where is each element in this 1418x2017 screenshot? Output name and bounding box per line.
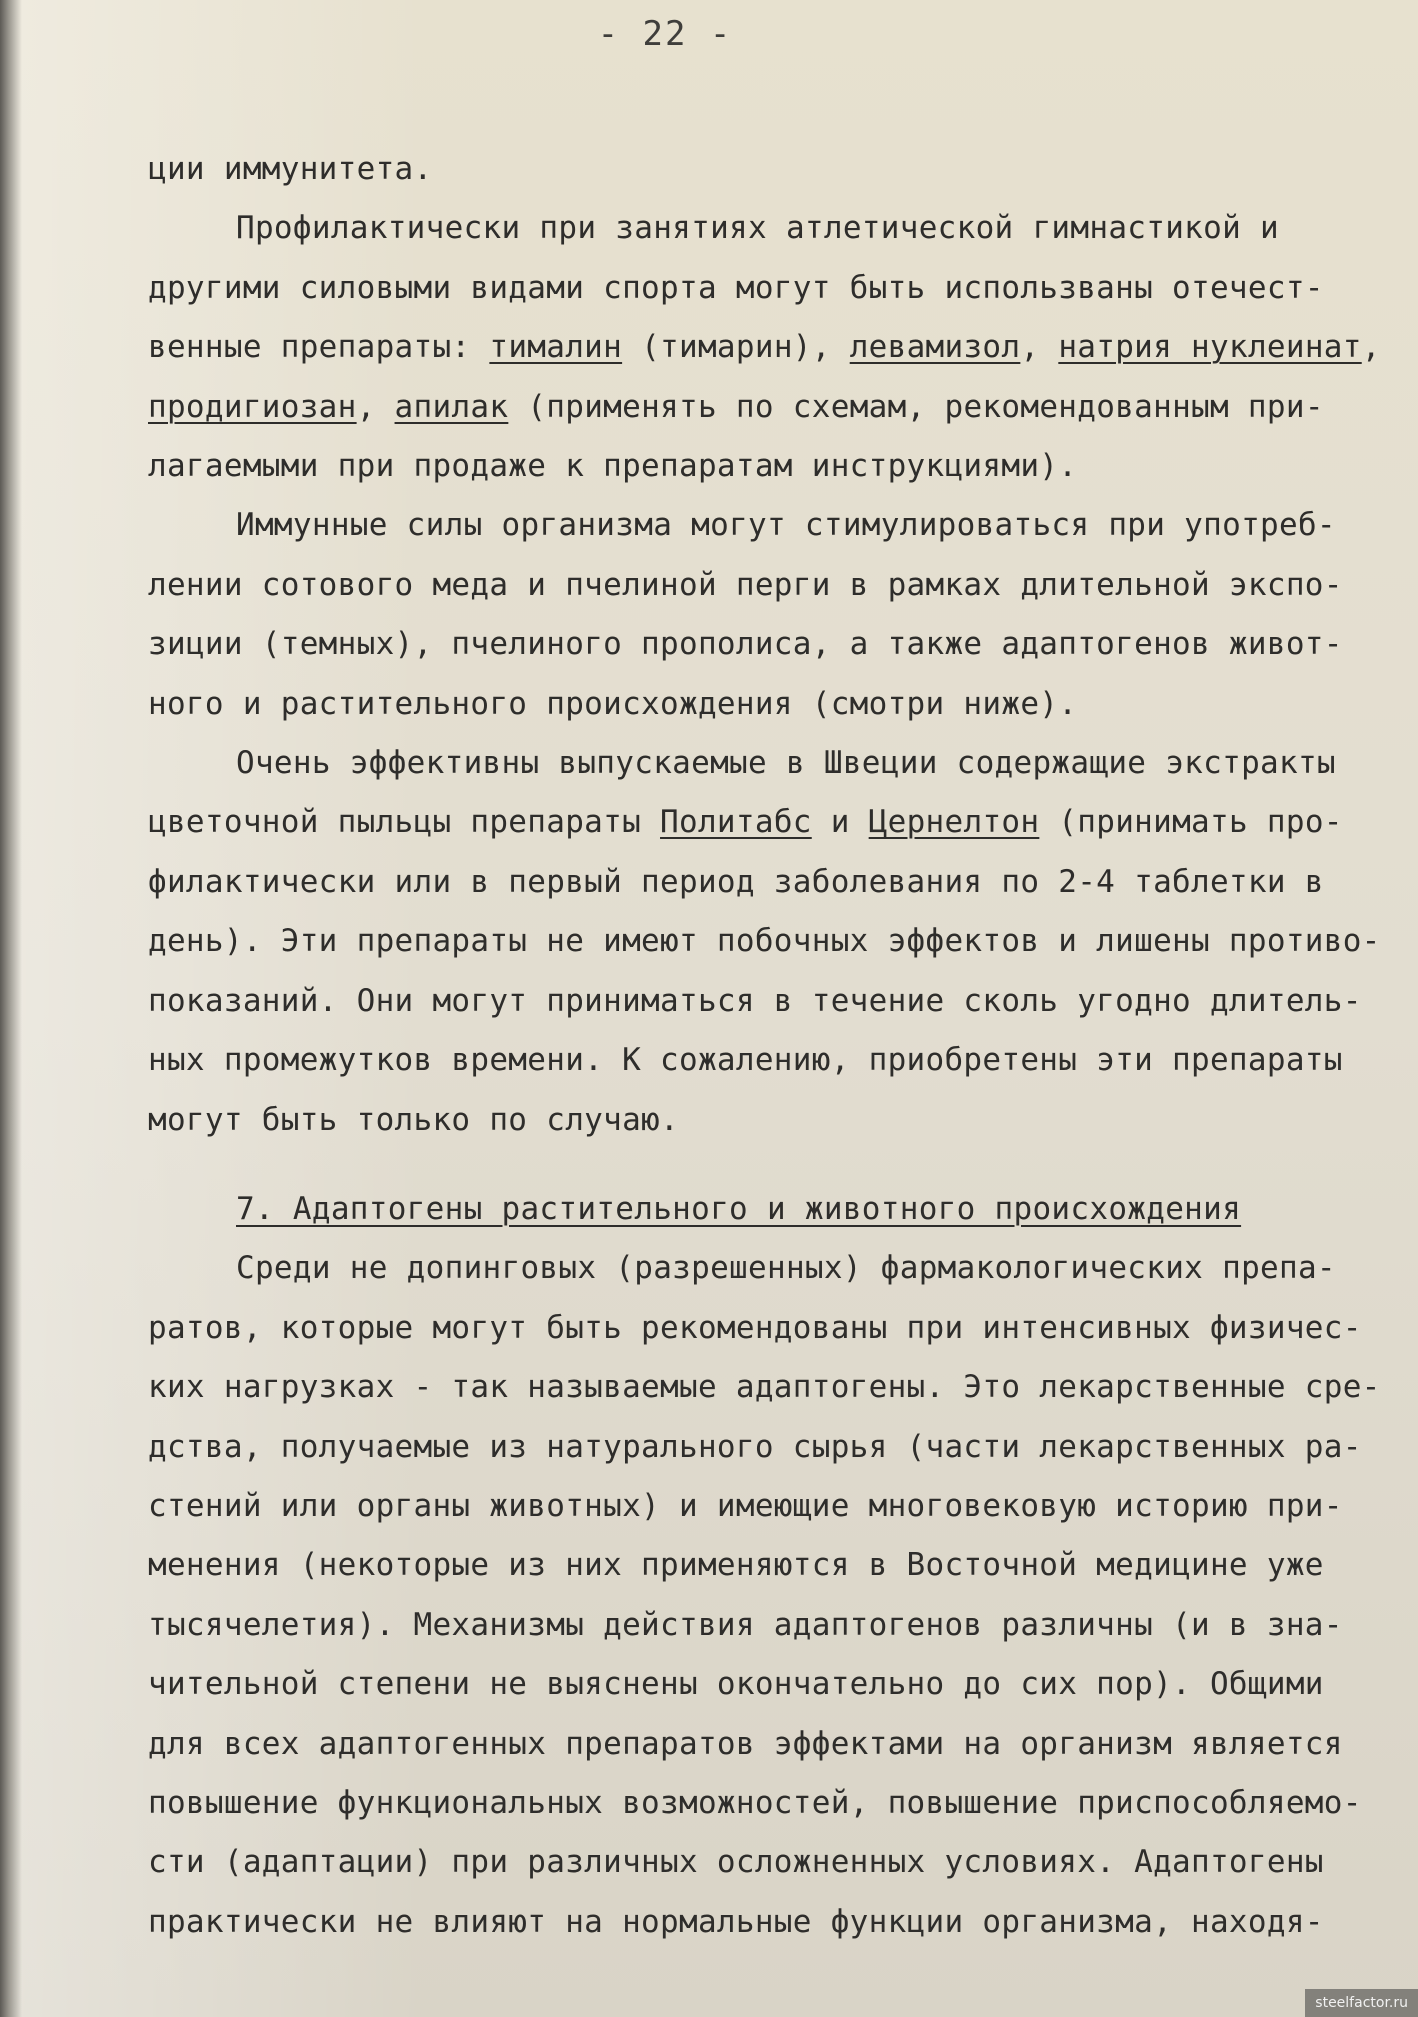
text-span: , xyxy=(1361,329,1381,366)
drug-name-prodigiozan: продигиозан xyxy=(148,388,357,425)
text-span: , xyxy=(1020,329,1059,366)
text-line xyxy=(148,793,1343,852)
text-line: менения (некоторые из них применяются в Восточной медицине уже xyxy=(148,1547,1324,1584)
text-line: повышение функциональных возможностей, повышение приспособляемо- xyxy=(148,1784,1362,1821)
text-line: Очень эффективны выпускаемые в Швеции содержащие экстракты xyxy=(236,745,1336,782)
text-span: цветочной пыльцы препараты xyxy=(148,804,661,841)
text-line: ных промежутков времени. К сожалению, приобретены эти препараты xyxy=(148,1042,1343,1079)
section-gap xyxy=(148,1150,1333,1180)
text-span: венные препараты: xyxy=(148,329,490,366)
drug-name-cerneltone: Цернелтон xyxy=(868,804,1040,841)
text-line: лагаемыми при продаже к препаратам инструкциями). xyxy=(148,448,1078,485)
drug-name-timalin: тималин xyxy=(489,329,623,366)
text-line: зиции (темных), пчелиного прополиса, а также адаптогенов живот- xyxy=(148,626,1343,663)
text-line: для всех адаптогенных препаратов эффектами на организм является xyxy=(148,1725,1343,1762)
text-line: практически не влияют на нормальные функции организма, находя- xyxy=(148,1903,1324,1940)
text-line: Иммунные силы организма могут стимулироваться при употреб- xyxy=(236,507,1336,544)
text-line: Среди не допинговых (разрешенных) фармакологических препа- xyxy=(236,1250,1336,1287)
text-line: ного и растительного происхождения (смотри ниже). xyxy=(148,685,1078,722)
text-line: тысячелетия). Механизмы действия адаптогенов различны (и в зна- xyxy=(148,1606,1343,1643)
drug-name-natria-nukleinat: натрия нуклеинат xyxy=(1058,329,1362,366)
text-line: могут быть только по случаю. xyxy=(148,1101,679,1138)
watermark-label: steelfactor.ru xyxy=(1305,1989,1418,2017)
text-line: сти (адаптации) при различных осложненных условиях. Адаптогены xyxy=(148,1844,1324,1881)
text-line: другими силовыми видами спорта могут быть использваны отечест- xyxy=(148,269,1324,306)
text-line: лении сотового меда и пчелиной перги в рамках длительной экспо- xyxy=(148,566,1343,603)
text-line xyxy=(148,378,1333,437)
section-heading-text: 7. Адаптогены растительного и животного происхождения xyxy=(236,1190,1242,1227)
text-line: Профилактически при занятиях атлетической гимнастикой и xyxy=(236,210,1279,247)
text-span: , xyxy=(356,388,395,425)
text-span: и xyxy=(811,804,869,841)
text-span: (тимарин), xyxy=(622,329,850,366)
drug-name-apilak: апилак xyxy=(394,388,509,425)
text-line: стений или органы животных) и имеющие многовековую историю при- xyxy=(148,1487,1343,1524)
binding-shadow xyxy=(0,0,22,2017)
text-line: филактически или в первый период заболевания по 2-4 таблетки в xyxy=(148,863,1324,900)
text-line: день). Эти препараты не имеют побочных эффектов и лишены противо- xyxy=(148,923,1381,960)
text-line: ратов, которые могут быть рекомендованы при интенсивных физичес- xyxy=(148,1309,1362,1346)
text-line: показаний. Они могут приниматься в течение сколь угодно длитель- xyxy=(148,982,1362,1019)
page-number: - 22 - xyxy=(597,14,733,54)
text-span: (применять по схемам, рекомендованным при- xyxy=(508,388,1324,425)
text-line xyxy=(148,318,1381,377)
text-span: (принимать про- xyxy=(1039,804,1343,841)
text-line: чительной степени не выяснены окончательно до сих пор). Общими xyxy=(148,1666,1324,1703)
text-line: дства, получаемые из натурального сырья (части лекарственных ра- xyxy=(148,1428,1362,1465)
section-heading xyxy=(148,1180,1333,1239)
body-text xyxy=(148,140,1381,1952)
drug-name-levamizol: левамизол xyxy=(849,329,1021,366)
text-line: ции иммунитета. xyxy=(148,151,433,187)
text-line: ких нагрузках - так называемые адаптогены. Это лекарственные сре- xyxy=(148,1369,1381,1406)
drug-name-politabs: Политабс xyxy=(660,804,812,841)
